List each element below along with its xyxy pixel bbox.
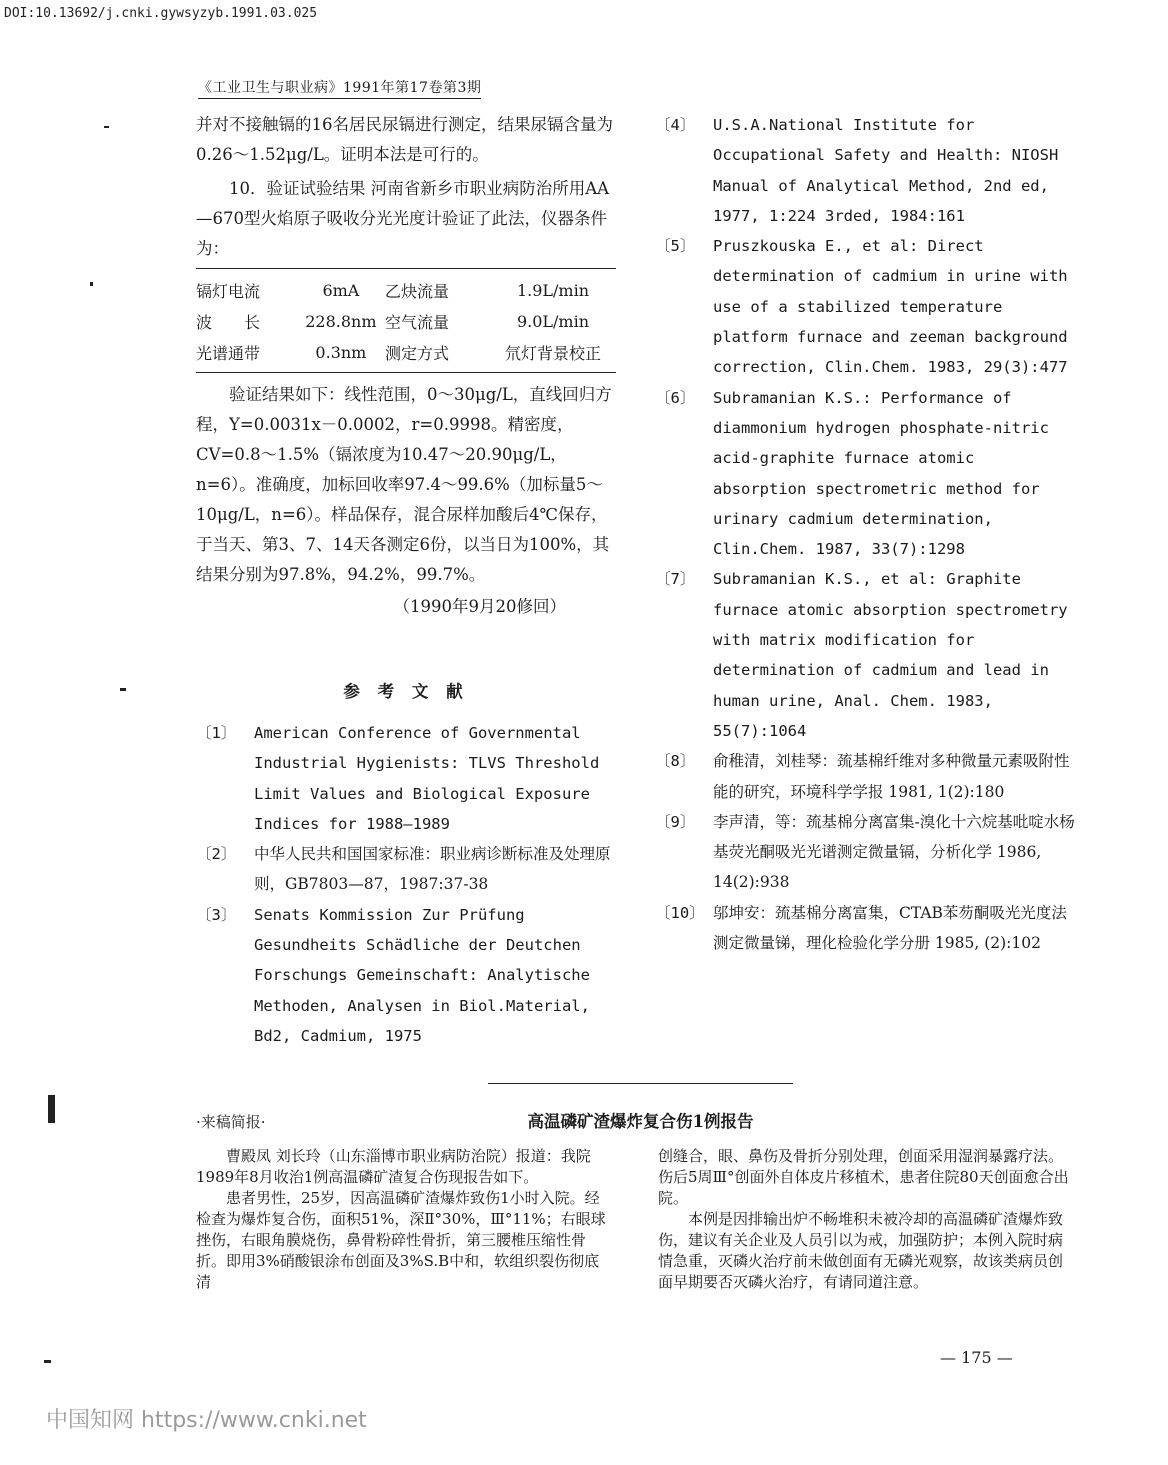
left-reference-list (196, 718, 616, 1051)
running-head: 《工业卫生与职业病》1991年第17卷第3期 (198, 77, 481, 99)
reference-number: 〔1〕 (196, 724, 237, 742)
reference-number: 〔6〕 (655, 388, 696, 407)
reference-text: American Conference of Governmental Industrial Hygienists: TLVS Threshold Limit Values and Biological Exposure Indices for 1988—1989 (254, 724, 600, 833)
short-report-title: 高温磷矿渣爆炸复合伤1例报告 (527, 1112, 754, 1131)
left-column (196, 110, 616, 264)
scan-speck (48, 1095, 55, 1123)
scan-speck (120, 688, 126, 691)
reference-number: 〔4〕 (655, 116, 696, 134)
instrument-table-cell: 波 长 (196, 313, 261, 332)
instrument-table-cell: 1.9L/min (516, 281, 590, 300)
reference-item (196, 900, 616, 1051)
instrument-table-cell: 空气流量 (384, 313, 449, 332)
reference-number: 〔5〕 (655, 237, 696, 256)
instrument-table-row (196, 337, 616, 368)
reference-item (655, 383, 1075, 565)
doi-line: DOI:10.13692/j.cnki.gywsyzyb.1991.03.025 (4, 6, 318, 21)
instrument-table-cell: 镉灯电流 (196, 282, 261, 301)
reference-text: Subramanian K.S.: Performance of diammonium hydrogen phosphate-nitric acid-graphite furnace atomic absorption spectrometric method for urinary cadmium determination, Clin.Chem. 1987, 33(7):1298 (713, 388, 1049, 559)
reference-text: 邬坤安：巯基棉分离富集，CTAB苯芴酮吸光光度法测定微量锑，理化检验化学分册 1985, (2):102 (713, 903, 1067, 953)
reference-item (655, 110, 1075, 231)
reference-number: 〔3〕 (196, 905, 237, 924)
instrument-table-cell: 乙炔流量 (384, 282, 449, 301)
short-report-label: ·来稿简报· (196, 1113, 266, 1131)
verify-paragraph: 10．验证试验结果 河南省新乡市职业病防治所用AA—670型火焰原子吸收分光光度计验证了此法，仪器条件为： (196, 179, 610, 258)
reference-number: 〔10〕 (655, 903, 705, 922)
instrument-table-cell: 光谱通带 (196, 344, 261, 363)
reference-item (655, 898, 1075, 959)
instrument-table-cell: 228.8nm (305, 312, 377, 331)
results-block (196, 380, 616, 622)
reference-number: 〔2〕 (196, 845, 237, 864)
reference-number: 〔8〕 (655, 752, 696, 771)
reference-number: 〔7〕 (655, 570, 696, 589)
instrument-table-cell: 0.3nm (315, 343, 367, 362)
reference-text: 李声清，等：巯基棉分离富集-溴化十六烷基吡啶水杨基荧光酮吸光光谱测定微量镉，分析化学 1986, 14(2):938 (713, 812, 1075, 892)
short-report-treatment-paragraph: 创缝合，眼、鼻伤及骨折分别处理，创面采用湿润暴露疗法。伤后5周Ⅲ°创面外自体皮片移植术，患者住院80天创面愈合出院。 (658, 1147, 1069, 1207)
short-report-right (658, 1146, 1076, 1293)
short-report-author-paragraph: 曹殿凤 刘长玲（山东淄博市职业病防治院）报道：我院1989年8月收治1例高温磷矿渣复合伤现报告如下。 (196, 1147, 591, 1186)
reference-number: 〔9〕 (655, 812, 696, 831)
instrument-table-cell: 6mA (322, 281, 360, 300)
reference-item (196, 718, 616, 839)
instrument-table-row (196, 275, 616, 306)
intro-paragraph: 并对不接触镉的16名居民尿镉进行测定，结果尿镉含量为0.26～1.52μg/L。证明本法是可行的。 (196, 115, 613, 164)
instrument-table-cell: 测定方式 (384, 344, 449, 363)
reference-text: Pruszkouska E., et al: Direct determination of cadmium in urine with use of a stabilized temperature platform furnace and zeeman background correction, Clin.Chem. 1983, 29(3):477 (713, 237, 1068, 377)
short-report-case-paragraph: 患者男性，25岁，因高温磷矿渣爆炸致伤1小时入院。经检查为爆炸复合伤，面积51%，深Ⅱ°30%，Ⅲ°11%；右眼球挫伤，右眼角膜烧伤，鼻骨粉碎性骨折，第三腰椎压缩性骨折。即用3%硝酸银涂布创面及3%S.B中和，软组织裂伤彻底清 (196, 1189, 606, 1291)
section-divider (488, 1083, 793, 1084)
page-number: — 175 — (940, 1348, 1013, 1367)
instrument-table (196, 275, 616, 368)
scan-speck (90, 282, 93, 286)
reference-text: 俞稚清，刘桂琴：巯基棉纤维对多种微量元素吸附性能的研究，环境科学学报 1981, 1(2):180 (713, 752, 1070, 801)
instrument-table-cell: 氘灯背景校正 (504, 344, 601, 363)
table-top-rule (196, 268, 616, 269)
scan-speck (44, 1360, 51, 1363)
right-reference-list (655, 110, 1075, 958)
reference-item (655, 231, 1075, 382)
reference-item (655, 807, 1075, 898)
reference-text: Senats Kommission Zur Prüfung Gesundheits Schädliche der Deutchen Forschungs Gemeinschaft: Analytische Methoden, Analysen in Biol.Material, Bd2, Cadmium, 1975 (254, 905, 590, 1045)
scan-speck (104, 126, 109, 128)
reference-item (655, 564, 1075, 746)
reference-text: U.S.A.National Institute for Occupational Safety and Health: NIOSH Manual of Analytical Method, 2nd ed, 1977, 1:224 3rded, 1984:161 (713, 116, 1059, 225)
reference-text: Subramanian K.S., et al: Graphite furnace atomic absorption spectrometry with matrix modification for determination of cadmium and lead in human urine, Anal. Chem. 1983, 55(7):1064 (713, 570, 1068, 740)
short-report-left (196, 1146, 608, 1293)
reference-item (196, 839, 616, 900)
results-paragraph: 验证结果如下：线性范围，0～30μg/L，直线回归方程，Y=0.0031x－0.0002，r=0.9998。精密度，CV=0.8～1.5%（镉浓度为10.47～20.90μg/L，n=6）。准确度，加标回收率97.4～99.6%（加标量5～10μg/L，n=6）。样品保存，混合尿样加酸后4℃保存，于当天、第3、7、14天各测定6份，以当日为100%，其结果分别为97.8%，94.2%，99.7%。 (196, 385, 612, 584)
references-heading: 参 考 文 献 (343, 682, 469, 701)
table-bottom-rule (196, 372, 616, 373)
instrument-table-row (196, 306, 616, 337)
short-report-discussion-paragraph: 本例是因排输出炉不畅堆积未被冷却的高温磷矿渣爆炸致伤，建议有关企业及人员引以为戒，加强防护；本例入院时病情急重，灭磷火治疗前未做创面有无磷光观察，故该类病员创面早期要否灭磷火治疗，有请同道注意。 (658, 1210, 1064, 1291)
revision-date: （1990年9月20修回） (393, 597, 566, 616)
cnki-watermark: 中国知网 https://www.cnki.net (46, 1408, 367, 1433)
reference-item (655, 746, 1075, 807)
instrument-table-cell: 9.0L/min (516, 312, 590, 331)
reference-text: 中华人民共和国国家标准：职业病诊断标准及处理原则，GB7803—87，1987:37-38 (254, 845, 611, 894)
